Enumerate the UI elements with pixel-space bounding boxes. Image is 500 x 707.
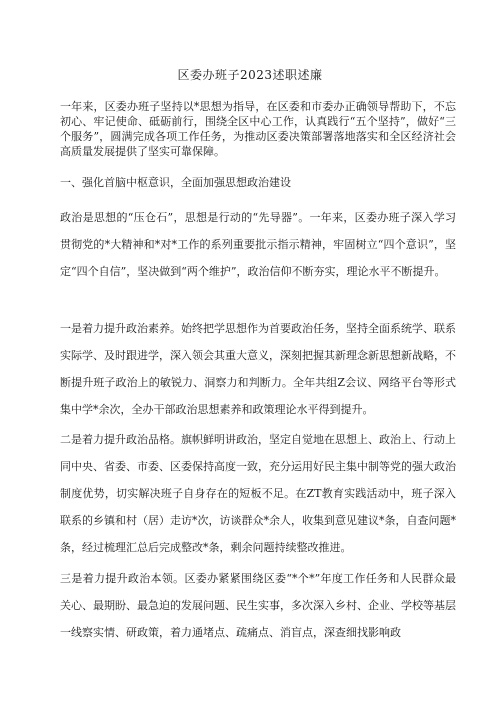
body-paragraph-2: 一是着力提升政治素养。始终把学思想作为首要政治任务，坚持全面系统学、联系实际学、及时跟进学，深入领会其重大意义，深刻把握其新理念新思想新战略，不断提升班子政治上的敏锐力、洞察力和判断力。全年共组Z会议、网络平台等形式集中学*余次，全办干部政治思想素养和政策理论水平得到提升。	[60, 322, 456, 416]
section-heading-1: 一、强化首脑中枢意识，全面加强思想政治建设	[60, 176, 291, 189]
body-paragraph-3: 二是着力提升政治品格。旗帜鲜明讲政治，坚定自觉地在思想上、政治上、行动上同中央、省委、市委、区委保持高度一致，充分运用好民主集中制等党的强大政治制度优势，切实解决班子自身存在的短板不足。在ZT教育实践活动中，班子深入联系的乡镇和村（居）走访*次，访谈群众*余人，收集到意见建议*条，自查问题*条，经过梳理汇总后完成整改*条，剩余问题持续整改推进。	[60, 433, 456, 554]
body-paragraph-1: 政治是思想的“压仓石”，思想是行动的“先导器”。一年来，区委办班子深入学习贯彻党的*大精神和*对*工作的系列重要批示指示精神，牢固树立“四个意识”，坚定“四个自信”，坚决做到“两个维护”，政治信仰不断夯实，理论水平不断提升。	[60, 211, 456, 278]
document-title: 区委办班子2023述职述廉	[177, 68, 323, 82]
intro-paragraph: 一年来，区委办班子坚持以*思想为指导，在区委和市委办正确领导帮助下，不忘初心、牢记使命、砥砺前行，围绕全区中心工作，认真践行“五个坚持”，做好“三个服务”，圆满完成各项工作任务，为推动区委决策部署落地落实和全区经济社会高质量发展提供了坚实可靠保障。	[60, 100, 456, 158]
body-paragraph-4: 三是着力提升政治本领。区委办紧紧围绕区委“*个*”年度工作任务和人民群众最关心、最期盼、最急迫的发展问题、民生实事，多次深入乡村、企业、学校等基层一线察实情、研政策，着力通堵点、疏痛点、消盲点，深查细找影响政	[60, 572, 456, 639]
